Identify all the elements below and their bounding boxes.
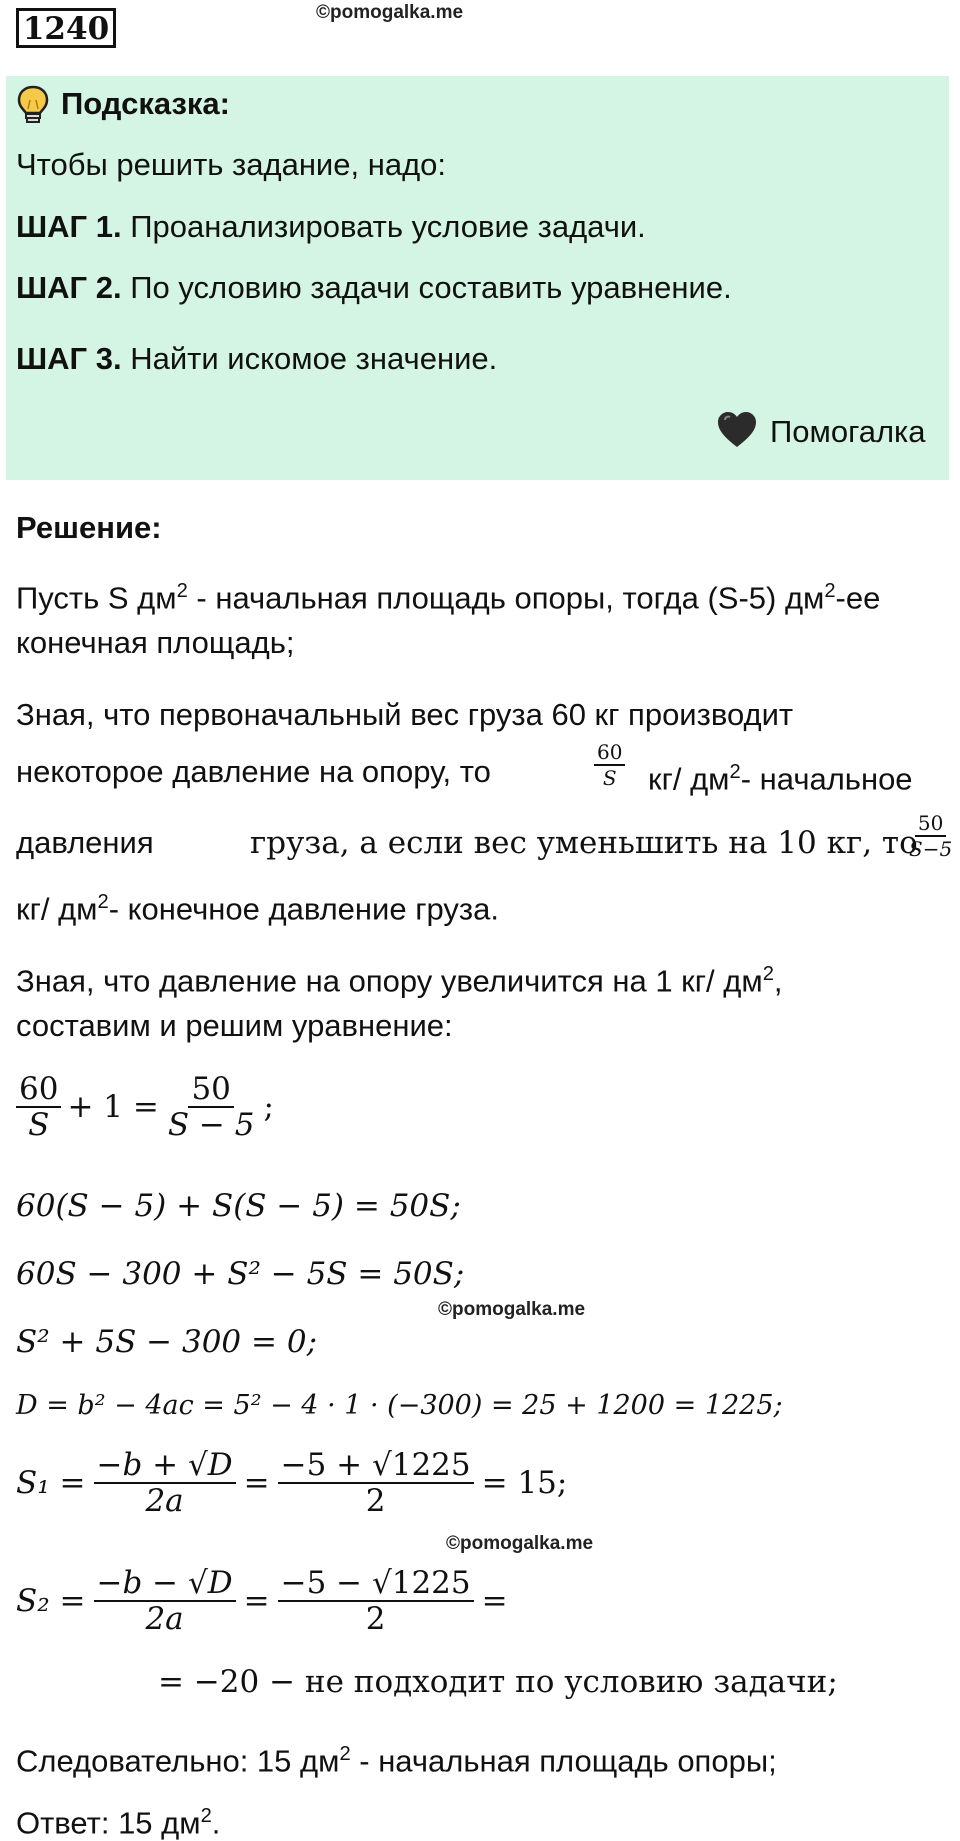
text: - конечное давление груза. [108, 891, 499, 927]
numerator: −b + √D [94, 1448, 236, 1484]
text: , [773, 963, 783, 999]
text: - начальная площадь опоры; [350, 1743, 777, 1779]
label: S₁ = [16, 1465, 86, 1501]
denominator: 2 [365, 1483, 386, 1519]
watermark-3: ©pomogalka.me [446, 1533, 594, 1554]
text: Пусть S дм [16, 580, 177, 616]
watermark-2: ©pomogalka.me [438, 1299, 586, 1320]
result: = 15; [481, 1465, 568, 1501]
semicolon: ; [263, 1089, 274, 1125]
label: S₂ = [16, 1583, 86, 1619]
watermark: ©pomogalka.me [316, 2, 464, 23]
equation-3: 60S − 300 + S² − 5S = 50S; [16, 1256, 465, 1292]
fraction-50-over-s-minus-5 [906, 811, 955, 861]
text: Ответ: 15 дм [16, 1805, 201, 1841]
paragraph-2-line-1: Зная, что первоначальный вес груза 60 кг производит [16, 697, 794, 732]
text: . [211, 1805, 221, 1841]
text: -ее [835, 580, 881, 616]
step-label: ШАГ 1. [16, 209, 122, 244]
root-s2 [16, 1566, 508, 1636]
denominator: 2 [365, 1601, 386, 1637]
fraction-60-over-s [594, 740, 625, 790]
superscript: 2 [97, 891, 109, 913]
denominator: S [602, 766, 617, 790]
text: кг/ дм [16, 891, 98, 927]
numerator: 50 [188, 1072, 233, 1108]
denominator: 2a [145, 1483, 184, 1519]
lightbulb-icon [16, 84, 50, 124]
conclusion [16, 1736, 777, 1779]
equation-4: S² + 5S − 300 = 0; [16, 1324, 318, 1360]
step-text: По условию задачи составить уравнение. [130, 270, 732, 305]
superscript: 2 [762, 963, 774, 985]
root-s1 [16, 1448, 567, 1518]
numerator: 60 [16, 1072, 61, 1108]
text: Следовательно: 15 дм [16, 1743, 340, 1779]
text: некоторое давление на опору, то [16, 754, 491, 789]
denominator: S−5 [909, 837, 953, 861]
result: = [481, 1583, 508, 1619]
root-s2-line-2: = −20 − не подходит по условию задачи; [158, 1664, 838, 1700]
step-label: ШАГ 2. [16, 270, 122, 305]
step-text: Проанализировать условие задачи. [130, 209, 646, 244]
denominator: S [28, 1107, 50, 1143]
text: Зная, что давление на опору увеличится на 1 кг/ дм [16, 963, 763, 999]
superscript: 2 [824, 580, 836, 602]
denominator: 2a [145, 1601, 184, 1637]
answer [16, 1798, 220, 1841]
paragraph-3-line-2: составим и решим уравнение: [16, 1008, 453, 1043]
operator-text: + 1 = [67, 1089, 159, 1125]
paragraph-2-line-3a: давления [16, 825, 154, 860]
hint-step-3 [16, 341, 497, 377]
superscript: 2 [200, 1805, 212, 1827]
paragraph-1-line-2: конечная площадь; [16, 625, 295, 660]
superscript: 2 [176, 580, 188, 602]
paragraph-1-line-1 [16, 573, 880, 616]
numerator: 60 [594, 740, 625, 766]
equals: = [243, 1465, 270, 1501]
paragraph-2-line-2 [16, 754, 491, 790]
equation-1 [16, 1072, 274, 1142]
equation-2: 60(S − 5) + S(S − 5) = 50S; [16, 1188, 461, 1224]
problem-number: 1240 [16, 8, 116, 48]
discriminant: D = b² − 4ac = 5² − 4 · 1 · (−300) = 25 + 1200 = 1225; [16, 1390, 783, 1421]
hint-title: Подсказка: [61, 86, 230, 121]
numerator: −5 + √1225 [278, 1448, 474, 1484]
paragraph-2-line-2-tail [648, 754, 913, 797]
brand-name: Помогалка [770, 414, 926, 449]
paragraph-2-line-3b: груза, а если вес уменьшить на 10 кг, то [250, 825, 918, 861]
text: - начальное [740, 761, 913, 797]
numerator: −5 − √1225 [278, 1566, 474, 1602]
heart-icon [716, 410, 758, 450]
solution-title: Решение: [16, 510, 162, 545]
superscript: 2 [339, 1743, 351, 1765]
text: кг/ дм [648, 761, 730, 797]
numerator: −b − √D [94, 1566, 236, 1602]
numerator: 50 [915, 811, 946, 837]
paragraph-3-line-1 [16, 956, 956, 999]
hint-intro: Чтобы решить задание, надо: [16, 147, 447, 182]
step-label: ШАГ 3. [16, 341, 122, 376]
text: - начальная площадь опоры, тогда (S-5) дм [187, 580, 825, 616]
hint-step-2 [16, 270, 732, 306]
step-text: Найти искомое значение. [130, 341, 498, 376]
denominator: S − 5 [167, 1107, 255, 1143]
paragraph-2-line-4 [16, 884, 499, 927]
superscript: 2 [729, 761, 741, 783]
hint-step-1 [16, 209, 646, 245]
equals: = [243, 1583, 270, 1619]
